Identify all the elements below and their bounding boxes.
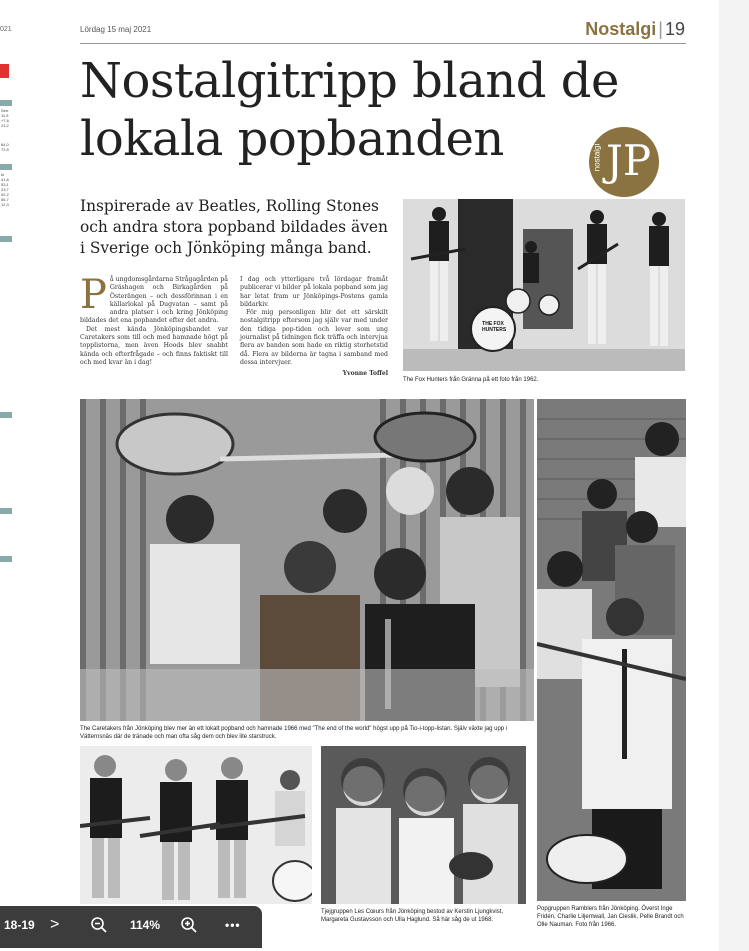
ramblers-illustration <box>537 399 686 901</box>
section-header <box>585 19 685 40</box>
prev-page-numbers-b: 64,0 72,5 <box>1 142 9 152</box>
ingress: Inspirerade av Beatles, Rolling Stones och andra stora popband bildades även i Sverige och Jönköping många band. <box>80 197 388 257</box>
more-options-button[interactable]: ••• <box>225 918 241 932</box>
prev-page-bar <box>0 508 12 514</box>
zoom-level[interactable]: 114% <box>130 918 161 932</box>
next-page-button[interactable]: > <box>50 916 60 933</box>
header-rule <box>80 43 686 44</box>
caption-caretakers: The Caretakers från Jönköping blev mer än ett lokalt popband och hamnade 1966 med "The end of the world" högst upp på Tio-i-topp-listan. Själv växte jag upp i Vätternsnäs där de tränade och man ofta såg dem och blev lite starstruck. <box>80 726 508 741</box>
caption-fox-hunters: The Fox Hunters från Gränna på ett foto från 1962. <box>403 377 539 383</box>
prev-page-bar <box>0 236 12 242</box>
body-paragraph: I dag och ytterligare två lördagar framåt publicerar vi bilder på lokala popband som jag har letat fram ur Jönköpings-Postens gamla bildarkiv. <box>240 276 388 308</box>
prev-page-numbers-a: Sen. 11,5 +7,6 21,2 <box>1 108 10 128</box>
prev-page-edition: 021 <box>0 26 12 33</box>
body-paragraph: På ungdomsgårdarna Strågagården på Gräshagen och Birkagården på Österängen – och dessförinnan i en källarlokal på Dugvatan – samt på andra platser i och kring Jönköping bildades det ena popbandet efter det andra. <box>80 272 228 325</box>
les-coeurs-illustration <box>321 746 526 904</box>
body-paragraph: Det mest kända Jönköpingsbandet var Caretakers som till och med hamnade högt på topplistorna, men även Hoods blev snabbt kända och efterfrågade – och finns faktiskt till och med kvar än i dag! <box>80 325 228 366</box>
right-gutter <box>719 0 749 951</box>
zoom-out-icon-svg <box>90 916 108 934</box>
prev-page-numbers-c: kr 41,8 53,1 23,7 92,2 56,7 12,3 <box>1 172 9 207</box>
zoom-in-icon[interactable] <box>180 916 198 937</box>
page-range[interactable]: 18-19 <box>4 918 35 932</box>
viewer-toolbar <box>0 906 262 948</box>
prev-page-red-box <box>0 64 9 78</box>
prev-page-bar <box>0 164 12 170</box>
prev-page-bar <box>0 100 12 106</box>
logo-label: nostalgi <box>592 143 602 172</box>
caption-les-coeurs: Tjejgruppen Les Cœurs från Jönköping bestod av Kerstin Ljungkvist, Margareta Gustavsson och Ulla Haglund. Så här såg de ut 1968. <box>321 909 504 924</box>
prev-page-bar <box>0 556 12 562</box>
headline: Nostalgitripp bland de lokala popbanden <box>80 53 619 167</box>
photo-les-coeurs <box>321 746 526 904</box>
caption-ramblers: Popgruppen Ramblers från Jönköping. Överst Inge Fridén, Charlie Liljemwall, Jan Cieslik, Pelle Brandt och Olle Nauman. Foto från 1966. <box>537 906 684 929</box>
fox-hunters-illustration <box>403 199 685 371</box>
caretakers-illustration <box>80 399 534 721</box>
body-column-2 <box>240 276 388 379</box>
previous-page-strip[interactable] <box>0 0 14 951</box>
zoom-out-icon[interactable] <box>90 916 108 937</box>
body-paragraph: För mig personligen blir det ett särskilt nostalgitripp eftersom jag själv var med under den tidiga pop-tiden och lever som ung journalist på tidningen fick träffa och intervjua flera av banden som hade en riktig storhetstid då. Flera av bilderna är tagna i samband med dessa intervjuer. <box>240 309 388 366</box>
jp-nostalgi-logo <box>589 127 659 197</box>
body-column-1 <box>80 272 228 367</box>
zoom-in-icon-svg <box>180 916 198 934</box>
drop-cap: P <box>80 272 107 318</box>
section-name: Nostalgi <box>585 19 657 39</box>
band-bottom-left-illustration <box>80 746 312 904</box>
byline: Yvonne Toffel <box>342 370 388 378</box>
photo-ramblers <box>537 399 686 901</box>
newspaper-page <box>14 0 719 951</box>
section-separator: | <box>658 19 663 39</box>
logo-letters: JP <box>606 136 652 185</box>
prev-page-bar <box>0 412 12 418</box>
drum-logo-text: THE FOX HUNTERS <box>482 321 507 333</box>
issue-date: Lördag 15 maj 2021 <box>80 25 152 34</box>
page-number: 19 <box>664 19 685 39</box>
photo-band-bottom-left <box>80 746 312 904</box>
photo-fox-hunters <box>403 199 685 371</box>
photo-caretakers <box>80 399 534 721</box>
